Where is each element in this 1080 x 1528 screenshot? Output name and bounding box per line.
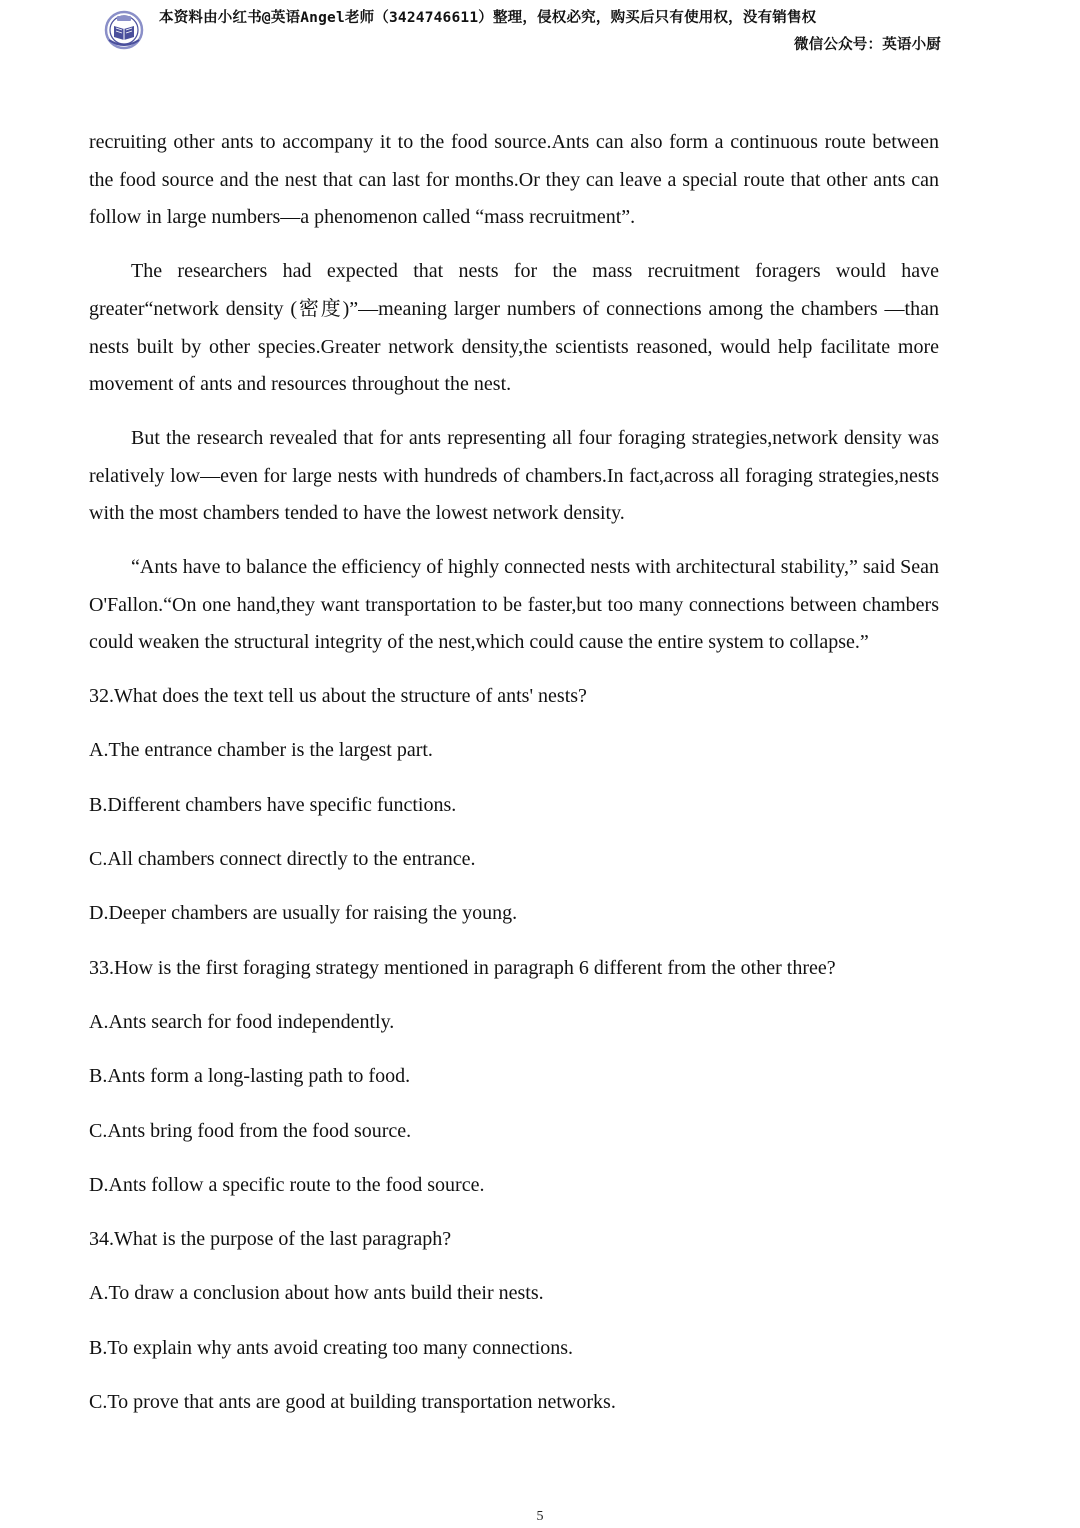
answer-option: C.To prove that ants are good at building transportation networks.: [89, 1391, 616, 1413]
answer-option: C.All chambers connect directly to the entrance.: [89, 848, 476, 871]
question-34: [89, 1221, 939, 1422]
question-33: [89, 950, 939, 1205]
answer-option: B.Different chambers have specific functions.: [89, 793, 457, 816]
answer-option: A.The entrance chamber is the largest part.: [89, 739, 433, 762]
answer-option: C.Ants bring food from the food source.: [89, 1119, 412, 1142]
answer-option: D.Ants follow a specific route to the food source.: [89, 1173, 485, 1196]
question-stem: 34.What is the purpose of the last paragraph?: [89, 1228, 452, 1251]
answer-option: D.Deeper chambers are usually for raising the young.: [89, 902, 518, 925]
page-number: 5: [536, 1509, 544, 1524]
question-stem: 32.What does the text tell us about the structure of ants' nests?: [89, 685, 587, 708]
question-32: [89, 678, 939, 933]
header-copyright-notice: 本资料由小红书@英语Angel老师（3424746611）整理，侵权必究，购买后只有使用权，没有销售权: [159, 10, 817, 26]
answer-option: B.To explain why ants avoid creating too many connections.: [89, 1336, 574, 1359]
logo-emblem-icon: [101, 10, 147, 50]
passage-paragraph: But the research revealed that for ants representing all four foraging strategies,network density was relatively low—even for large nests with hundreds of chambers.In fact,across all foraging strategies,nests with the most chambers tended to have the lowest network density.: [89, 426, 939, 525]
page-header: [0, 0, 1080, 64]
passage-paragraph: “Ants have to balance the efficiency of highly connected nests with architectural stability,” said Sean O'Fallon.“On one hand,they want transportation to be faster,but too many connections between chambers could weaken the structural integrity of the nest,which could cause the entire system to collapse.”: [89, 556, 939, 654]
answer-option: A.Ants search for food independently.: [89, 1010, 395, 1033]
answer-option: B.Ants form a long-lasting path to food.: [89, 1065, 411, 1088]
header-wechat-account: 微信公众号：英语小厨: [794, 37, 941, 53]
question-stem: 33.How is the first foraging strategy mentioned in paragraph 6 different from the other three?: [89, 956, 836, 979]
answer-option: A.To draw a conclusion about how ants build their nests.: [89, 1282, 544, 1305]
document-body: [89, 124, 939, 1438]
passage-paragraph: The researchers had expected that nests for the mass recruitment foragers would have greater“network density (密度)”—meaning larger numbers of connections among the chambers —than nests built by other species.Greater network density,the scientists reasoned, would help facilitate more movement of ants and resources throughout the nest.: [89, 260, 939, 396]
passage-paragraph: recruiting other ants to accompany it to the food source.Ants can also form a continuous route between the food source and the nest that can last for months.Or they can leave a special route that other ants can follow in large numbers—a phenomenon called “mass recruitment”.: [89, 131, 939, 229]
